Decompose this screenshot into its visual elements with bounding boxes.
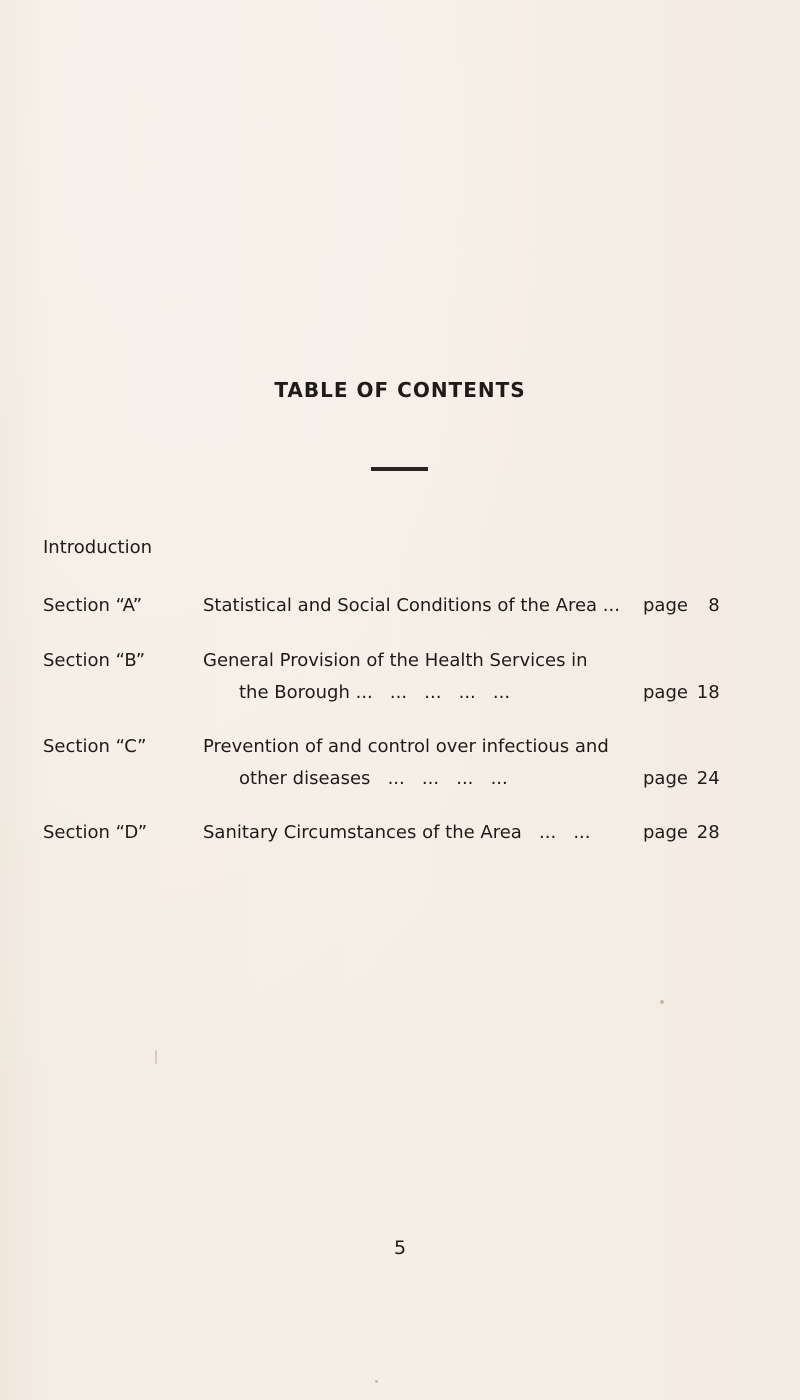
- description-line: Prevention of and control over infectious and: [203, 736, 609, 757]
- paper-speck: [375, 1380, 378, 1383]
- page-reference: [643, 593, 720, 619]
- description-line-continued: the Borough ... ... ... ... ...: [239, 682, 511, 703]
- description-line: General Provision of the Health Services in: [203, 650, 588, 671]
- page-reference: [643, 820, 720, 846]
- description-line: Statistical and Social Conditions of the Area ...: [203, 595, 620, 616]
- page-reference: [643, 766, 720, 792]
- section-description: [203, 734, 623, 792]
- section-label: Section “C”: [43, 736, 147, 757]
- paper-speck: [660, 1000, 664, 1004]
- page-number-footer: 5: [393, 1237, 407, 1259]
- page-reference: [643, 680, 720, 706]
- page-number: 8: [708, 595, 720, 616]
- introduction-entry: Introduction: [43, 537, 153, 558]
- section-label: Section “B”: [43, 650, 146, 671]
- page-word: page: [643, 822, 688, 843]
- page-word: page: [643, 682, 688, 703]
- page-title: TABLE OF CONTENTS: [274, 378, 526, 402]
- paper-speck: [155, 1050, 157, 1064]
- page-word: page: [643, 768, 688, 789]
- description-line: Sanitary Circumstances of the Area ... ...: [203, 822, 591, 843]
- section-description: [203, 593, 623, 619]
- section-label: Section “A”: [43, 595, 143, 616]
- page-word: page: [643, 595, 688, 616]
- page-number: 18: [696, 682, 720, 703]
- description-line-continued: other diseases ... ... ... ...: [239, 768, 508, 789]
- section-description: [203, 648, 623, 706]
- title-divider: [371, 467, 428, 471]
- section-description: [203, 820, 623, 846]
- page-number: 28: [696, 822, 720, 843]
- section-label: Section “D”: [43, 822, 148, 843]
- page-number: 24: [696, 768, 720, 789]
